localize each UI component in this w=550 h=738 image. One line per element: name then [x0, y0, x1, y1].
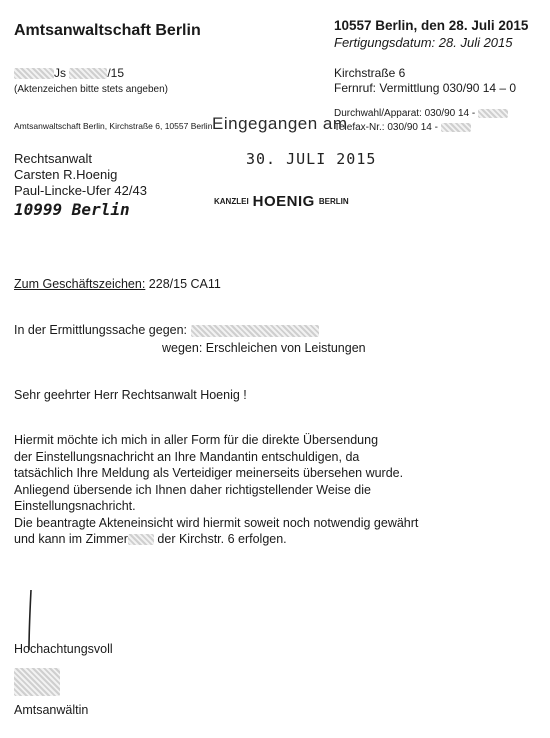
- contact-fax: [334, 122, 471, 133]
- recipient-line-2: Carsten R.Hoenig: [14, 167, 118, 182]
- sender-line: Amtsanwaltschaft Berlin, Kirchstraße 6, 10557 Berlin: [14, 121, 213, 131]
- signer-role: Amtsanwältin: [14, 703, 89, 717]
- received-stamp-date: 30. JULI 2015: [246, 150, 377, 168]
- salutation: Sehr geehrter Herr Rechtsanwalt Hoenig !: [14, 388, 247, 402]
- redacted-signature: [14, 668, 60, 696]
- letter-body: [14, 432, 418, 548]
- preparation-date: Fertigungsdatum: 28. Juli 2015: [334, 35, 513, 50]
- body-line: Hiermit möchte ich mich in aller Form für die direkte Übersendung: [14, 433, 379, 447]
- firm-stamp: [214, 193, 349, 210]
- direct-line-label: Durchwahl/Apparat: 030/90 14 -: [334, 108, 476, 119]
- recipient-line-1: Rechtsanwalt: [14, 151, 93, 166]
- redacted-block: [191, 325, 319, 337]
- contact-phone: Fernruf: Vermittlung 030/90 14 – 0: [334, 81, 517, 95]
- body-line: Anliegend übersende ich Ihnen daher richtigstellender Weise die: [14, 482, 371, 497]
- redacted-block: [69, 68, 107, 79]
- redacted-block: [128, 534, 154, 545]
- body-line: der Einstellungsnachricht an Ihre Mandantin entschuldigen, da: [14, 449, 360, 464]
- redacted-block: [14, 68, 54, 79]
- reference-label: Zum Geschäftszeichen:: [14, 277, 146, 291]
- redacted-block: [14, 668, 60, 696]
- body-line-part: und kann im Zimmer: [14, 532, 128, 546]
- reference-value: 228/15 CA11: [148, 277, 221, 291]
- received-stamp: Eingegangen am: [212, 114, 348, 133]
- fax-label: Telefax-Nr.: 030/90 14 -: [334, 122, 438, 133]
- firm-stamp-suffix: BERLIN: [318, 197, 349, 206]
- case-number-note: (Aktenzeichen bitte stets angeben): [14, 84, 168, 95]
- investigation-reason: wegen: Erschleichen von Leistungen: [162, 341, 366, 355]
- body-line: Einstellungsnachricht.: [14, 499, 136, 513]
- case-number-suffix: /15: [107, 66, 125, 80]
- firm-stamp-prefix: KANZLEI: [214, 197, 249, 206]
- body-line-part: der Kirchstr. 6 erfolgen.: [157, 532, 287, 546]
- redacted-block: [478, 109, 508, 118]
- closing: Hochachtungsvoll: [14, 642, 113, 656]
- contact-direct-line: [334, 108, 508, 119]
- case-number: [14, 66, 124, 80]
- body-line: [14, 531, 418, 548]
- recipient-line-3: Paul-Lincke-Ufer 42/43: [14, 183, 147, 198]
- contact-street: Kirchstraße 6: [334, 66, 406, 80]
- redacted-block: [441, 123, 471, 132]
- signature-stroke: [27, 590, 33, 650]
- case-number-prefix: Js: [54, 66, 66, 80]
- investigation-line: [14, 323, 319, 337]
- reference-line: [14, 277, 221, 291]
- date-city: 10557 Berlin, den 28. Juli 2015: [334, 18, 529, 33]
- investigation-label: In der Ermittlungssache gegen:: [14, 323, 188, 337]
- body-line: tatsächlich Ihre Meldung als Verteidiger meinerseits übersehen wurde.: [14, 466, 404, 480]
- recipient-city-handwritten: 10999 Berlin: [14, 200, 130, 219]
- body-line: Die beantragte Akteneinsicht wird hiermit soweit noch notwendig gewährt: [14, 515, 419, 530]
- firm-stamp-name: HOENIG: [252, 193, 315, 210]
- authority-title: Amtsanwaltschaft Berlin: [14, 22, 201, 39]
